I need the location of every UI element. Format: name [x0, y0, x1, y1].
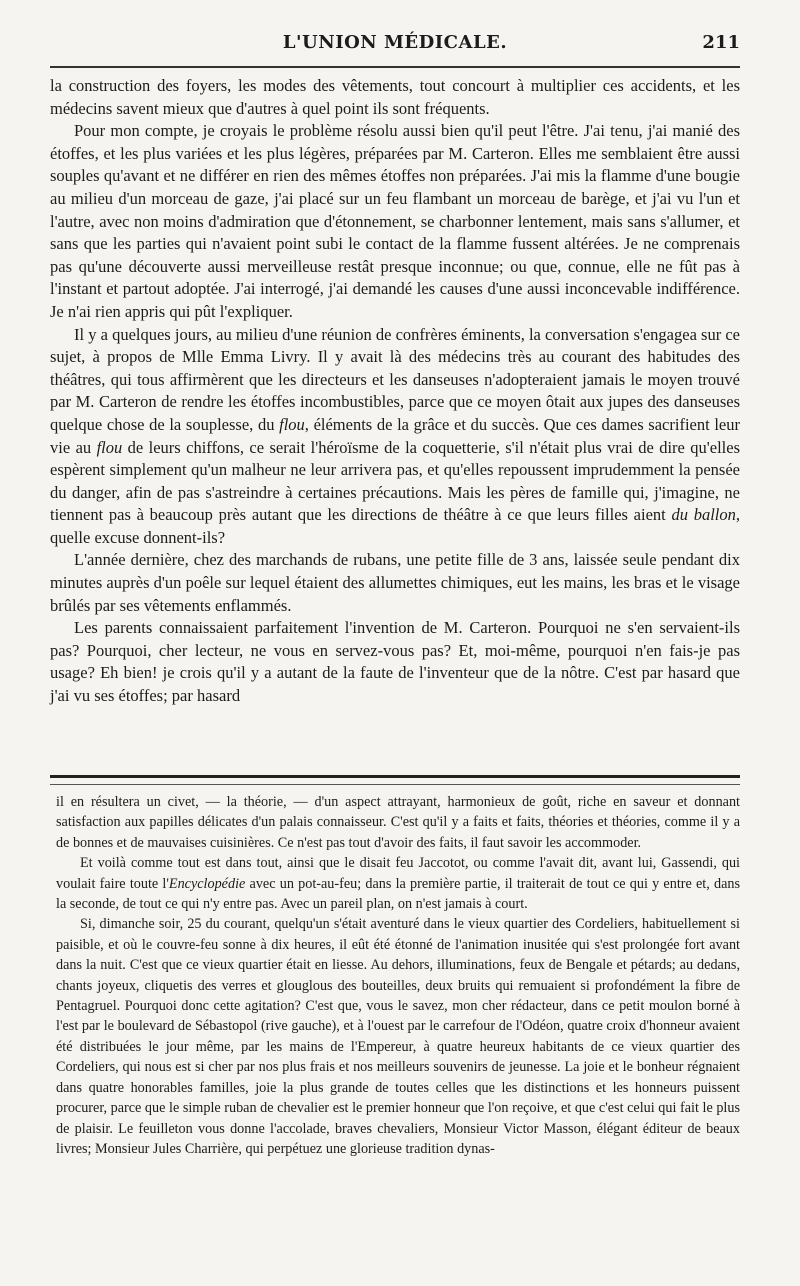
paragraph: L'année dernière, chez des marchands de rubans, une petite fille de 3 ans, laissée seule pendant dix minutes auprès d'un poêle sur lequel étaient des allumettes chimiques, eut les mains, les bras et le visage brûlés par ses vêtements enflammés.: [50, 550, 740, 615]
text-run: Et voilà comme tout est dans tout, ainsi que le disait feu Jaccotot, ou comme l'avait dit, avant lui, Gassendi, qui voulait faire toute l': [56, 855, 740, 892]
header-rule: [50, 66, 740, 68]
page-header: [50, 28, 740, 64]
running-title: L'UNION MÉDICALE.: [282, 32, 508, 53]
paragraph: [50, 324, 740, 550]
paragraph: [56, 853, 740, 914]
paragraph: Si, dimanche soir, 25 du courant, quelqu'un s'était aventuré dans le vieux quartier des Cordeliers, habituellement si paisible, et où le couvre-feu sonne à dix heures, il eût été étonné de l'animation inusitée qui s'est prolongée fort avant dans la nuit. C'est que ce vieux quartier était en liesse. Au dehors, illuminations, feux de Bengale et pétards; au dedans, chants joyeux, cliquetis des verres et glouglous des bouteilles, deux bruits qui remuaient si profondément la fibre de Pentagruel. Pourquoi donc cette agitation? C'est que, vous le savez, mon cher rédacteur, dans ce petit moulon borné à l'est par le boulevard de Sébastopol (rive gauche), et à l'ouest par le carrefour de l'Odéon, quatre croix d'honneur avaient été distribuées le jour même, par les mains de l'Empereur, à quatre heureux habitants de ce vieux quartier des Cordeliers, qui nous est si cher par nos plus frais et nos meilleurs souvenirs de jeunesse. La joie et le bonheur régnaient dans quatre honorables familles, joie la plus grande de toutes celles que les distinctions et les honneurs puissent procurer, parce que le simple ruban de chevalier est le premier honneur que l'on reçoive, et que c'est celui qui fait le plus de plaisir. Le feuilleton vous donne l'accolade, braves chevaliers, Monsieur Victor Masson, élégant éditeur de beaux livres; Monsieur Jules Charrière, qui perpétuez une glorieuse tradition dynas-: [56, 916, 740, 1157]
text-run: Il y a quelques jours, au milieu d'une réunion de confrères éminents, la conversation s'engagea sur ce sujet, à propos de Mlle Emma Livry. Il y avait là des médecins très au courant des habitudes des théâtres, qui tous affirmèrent que les directeurs et les danseuses n'adopteraient jamais le moyen trouvé par M. Carteron de rendre les étoffes incombustibles, parce que ce moyen ôtait aux jupes des danseuses quelque chose de la souplesse, du: [50, 324, 740, 434]
italic-term: du ballon: [671, 505, 736, 525]
feuilleton-text: [56, 792, 740, 1159]
feuilleton-divider: [50, 775, 740, 785]
italic-term: flou: [96, 437, 123, 457]
paragraph: Les parents connaissaient parfaitement l'invention de M. Carteron. Pourquoi ne s'en servaient-ils pas? Pourquoi, cher lecteur, ne vous en servez-vous pas? Et, moi-même, pourquoi n'en fais-je pas usage? Eh bien! je crois qu'il y a autant de la faute de l'inventeur que de la nôtre. C'est par hasard que j'ai vu ses étoffes; par hasard: [50, 618, 740, 706]
page-number: 211: [702, 32, 740, 53]
text-run: avec un pot-au-feu; dans la première partie, il traiterait de tout ce qui y entre et, dans la seconde, de tout ce qui n'y entre pas. Avec un pareil plan, on n'est jamais à court.: [56, 875, 740, 913]
text-run: , quelle excuse donnent-ils?: [50, 505, 741, 547]
italic-term: Encyclopédie: [168, 875, 246, 892]
main-article-text: [50, 75, 740, 708]
italic-term: flou: [279, 414, 305, 434]
paragraph: il en résultera un civet, — la théorie, — d'un aspect attrayant, harmonieux de goût, riche en saveur et donnant satisfaction aux papilles délicates d'un palais connaisseur. C'est qu'il y a faits et faits, théories et théories, comme il y a de bonnes et de mauvaises cuisinières. Ce n'est pas tout d'avoir des faits, il faut savoir les accommoder.: [56, 794, 740, 851]
text-run: , éléments de la grâce et du succès. Que ces dames sacrifient leur vie au: [50, 414, 740, 457]
paragraph: la construction des foyers, les modes des vêtements, tout concourt à multiplier ces accidents, et les médecins savent mieux que d'autres à quel point ils sont fréquents.: [50, 76, 740, 118]
paragraph: Pour mon compte, je croyais le problème résolu aussi bien qu'il peut l'être. J'ai tenu, j'ai manié des étoffes, et les plus variées et les plus légères, préparées par M. Carteron. Elles me semblaient être aussi souples qu'avant et ne différer en rien des mêmes étoffes non préparées. J'ai mis la flamme d'une bougie au milieu d'un morceau de gaze, j'ai placé sur un feu flambant un morceau de barège, et j'ai vu l'un et l'autre, avec non moins d'admiration que d'étonnement, se charbonner lentement, mais sans s'allumer, et sans que les parties qui n'avaient point subi le contact de la flamme fussent altérées. Je ne comprenais pas qu'une découverte aussi merveilleuse restât presque inconnue; ou que, connue, elle ne fût pas à l'instant et partout adoptée. J'ai interrogé, j'ai demandé les causes d'une aussi inconcevable indifférence. Je n'ai rien appris qui pût l'expliquer.: [50, 121, 740, 321]
text-run: de leurs chiffons, ce serait l'héroïsme de la coquetterie, s'il n'était plus vrai de dire qu'elles espèrent simplement qu'un malheur ne leur arrivera pas, et qu'elles repoussent imprudemment la pensée du danger, afin de pas s'astreindre à certaines précautions. Mais les pères de famille qui, j'imagine, ne tiennent pas à beaucoup près autant que les directions de théâtre à ce que leurs filles aient: [50, 437, 740, 525]
